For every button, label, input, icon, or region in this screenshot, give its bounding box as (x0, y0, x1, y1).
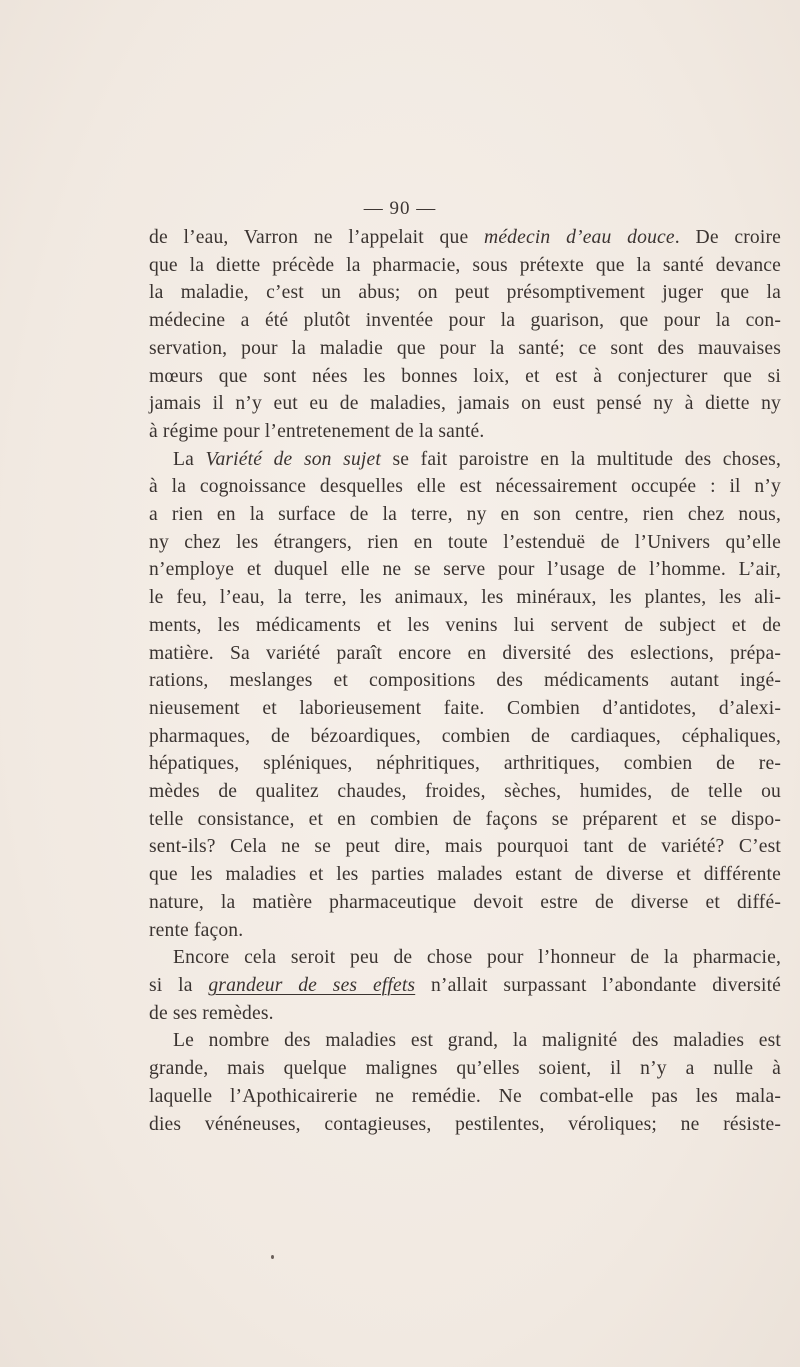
text-run: que les maladies et les parties malades estant de diverse et différente (149, 864, 781, 886)
text-run: servation, pour la maladie que pour la santé; ce sont des mauvaises (149, 337, 781, 359)
text-run: se fait paroistre en la multitude des choses, (380, 448, 781, 470)
text-run: Le nombre des maladies est grand, la malignité des maladies est (173, 1030, 781, 1052)
text-run: telle consistance, et en combien de façons se préparent et se dispo- (149, 808, 781, 830)
text-run: sent-ils? Cela ne se peut dire, mais pourquoi tant de variété? C’est (149, 836, 781, 858)
text-line (149, 529, 781, 557)
italic-phrase: médecin d’eau douce (484, 227, 675, 248)
text-line (149, 640, 781, 668)
text-run: La (173, 448, 206, 470)
text-line (149, 1000, 781, 1028)
text-line (149, 667, 781, 695)
text-line (149, 307, 781, 335)
text-line (149, 1111, 781, 1139)
text-line (149, 723, 781, 751)
italic-phrase: Variété de son sujet (205, 448, 381, 470)
text-line (149, 584, 781, 612)
text-run: ments, les médicaments et les venins lui servent de subject et de (149, 614, 781, 636)
text-run: hépatiques, spléniques, néphritiques, arthritiques, combien de re- (149, 753, 781, 775)
text-line (149, 833, 781, 861)
text-run: de l’eau, Varron ne l’appelait que (149, 227, 485, 248)
text-line (149, 556, 781, 584)
text-run: jamais il n’y eut eu de maladies, jamais on eust pensé ny à diette ny (149, 393, 781, 415)
text-run: Encore cela seroit peu de chose pour l’honneur de la pharmacie, (173, 947, 781, 969)
text-run: la maladie, c’est un abus; on peut présomptivement juger que la (149, 282, 781, 304)
text-run: laquelle l’Apothicairerie ne remédie. Ne combat-elle pas les mala- (149, 1085, 781, 1107)
text-run: rations, meslanges et compositions des médicaments autant ingé- (149, 670, 781, 692)
text-line (149, 1055, 781, 1083)
text-line (149, 224, 781, 252)
text-line (149, 917, 781, 945)
text-run: nature, la matière pharmaceutique devoit estre de diverse et diffé- (149, 891, 781, 913)
text-line (149, 1027, 781, 1055)
text-line (149, 889, 781, 917)
text-line (149, 335, 781, 363)
text-run: le feu, l’eau, la terre, les animaux, les minéraux, les plantes, les ali- (149, 587, 781, 609)
text-line (149, 279, 781, 307)
text-line (149, 1083, 781, 1111)
ink-speck (271, 1255, 274, 1259)
text-run: pharmaques, de bézoardiques, combien de cardiaques, céphaliques, (149, 725, 781, 747)
text-run: médecine a été plutôt inventée pour la guarison, que pour la con- (149, 310, 781, 332)
text-run: que la diette précède la pharmacie, sous prétexte que la santé devance (149, 254, 781, 276)
text-run: à régime pour l’entretenement de la santé. (149, 420, 485, 442)
text-line (149, 806, 781, 834)
text-line (149, 778, 781, 806)
text-line (149, 418, 781, 446)
text-run: à la cognoissance desquelles elle est nécessairement occupée : il n’y (149, 476, 781, 498)
text-line (149, 972, 781, 1000)
text-line (149, 252, 781, 280)
text-run: n’employe et duquel elle ne se serve pour l’usage de l’homme. L’air, (149, 559, 781, 581)
text-line (149, 944, 781, 972)
text-line (149, 446, 781, 474)
text-line (149, 390, 781, 418)
text-run: a rien en la surface de la terre, ny en son centre, rien chez nous, (149, 504, 781, 526)
text-line (149, 473, 781, 501)
body-text (149, 224, 781, 1138)
text-run: rente façon. (149, 919, 244, 941)
text-line (149, 695, 781, 723)
text-run: matière. Sa variété paraît encore en diversité des eslections, prépa- (149, 642, 781, 664)
text-run: dies vénéneuses, contagieuses, pestilentes, véroliques; ne résiste- (149, 1113, 781, 1135)
text-run: nieusement et laborieusement faite. Combien d’antidotes, d’alexi- (149, 697, 781, 719)
text-run: mèdes de qualitez chaudes, froides, sèches, humides, de telle ou (149, 781, 781, 803)
text-line (149, 750, 781, 778)
text-run: n’allait surpassant l’abondante diversité (415, 974, 782, 996)
text-run: de ses remèdes. (149, 1002, 274, 1024)
text-run: si la (149, 974, 209, 996)
text-line (149, 501, 781, 529)
text-run: mœurs que sont nées les bonnes loix, et est à conjecturer que si (149, 365, 781, 387)
text-line (149, 861, 781, 889)
page-number: — 90 — (363, 198, 437, 219)
text-line (149, 363, 781, 391)
text-line (149, 612, 781, 640)
text-run: grande, mais quelque malignes qu’elles soient, il n’y a nulle à (149, 1058, 781, 1080)
text-run: . De croire (674, 227, 781, 248)
italic-phrase: grandeur de ses effets (208, 974, 416, 996)
text-run: ny chez les étrangers, rien en toute l’estenduë de l’Univers qu’elle (149, 531, 781, 553)
